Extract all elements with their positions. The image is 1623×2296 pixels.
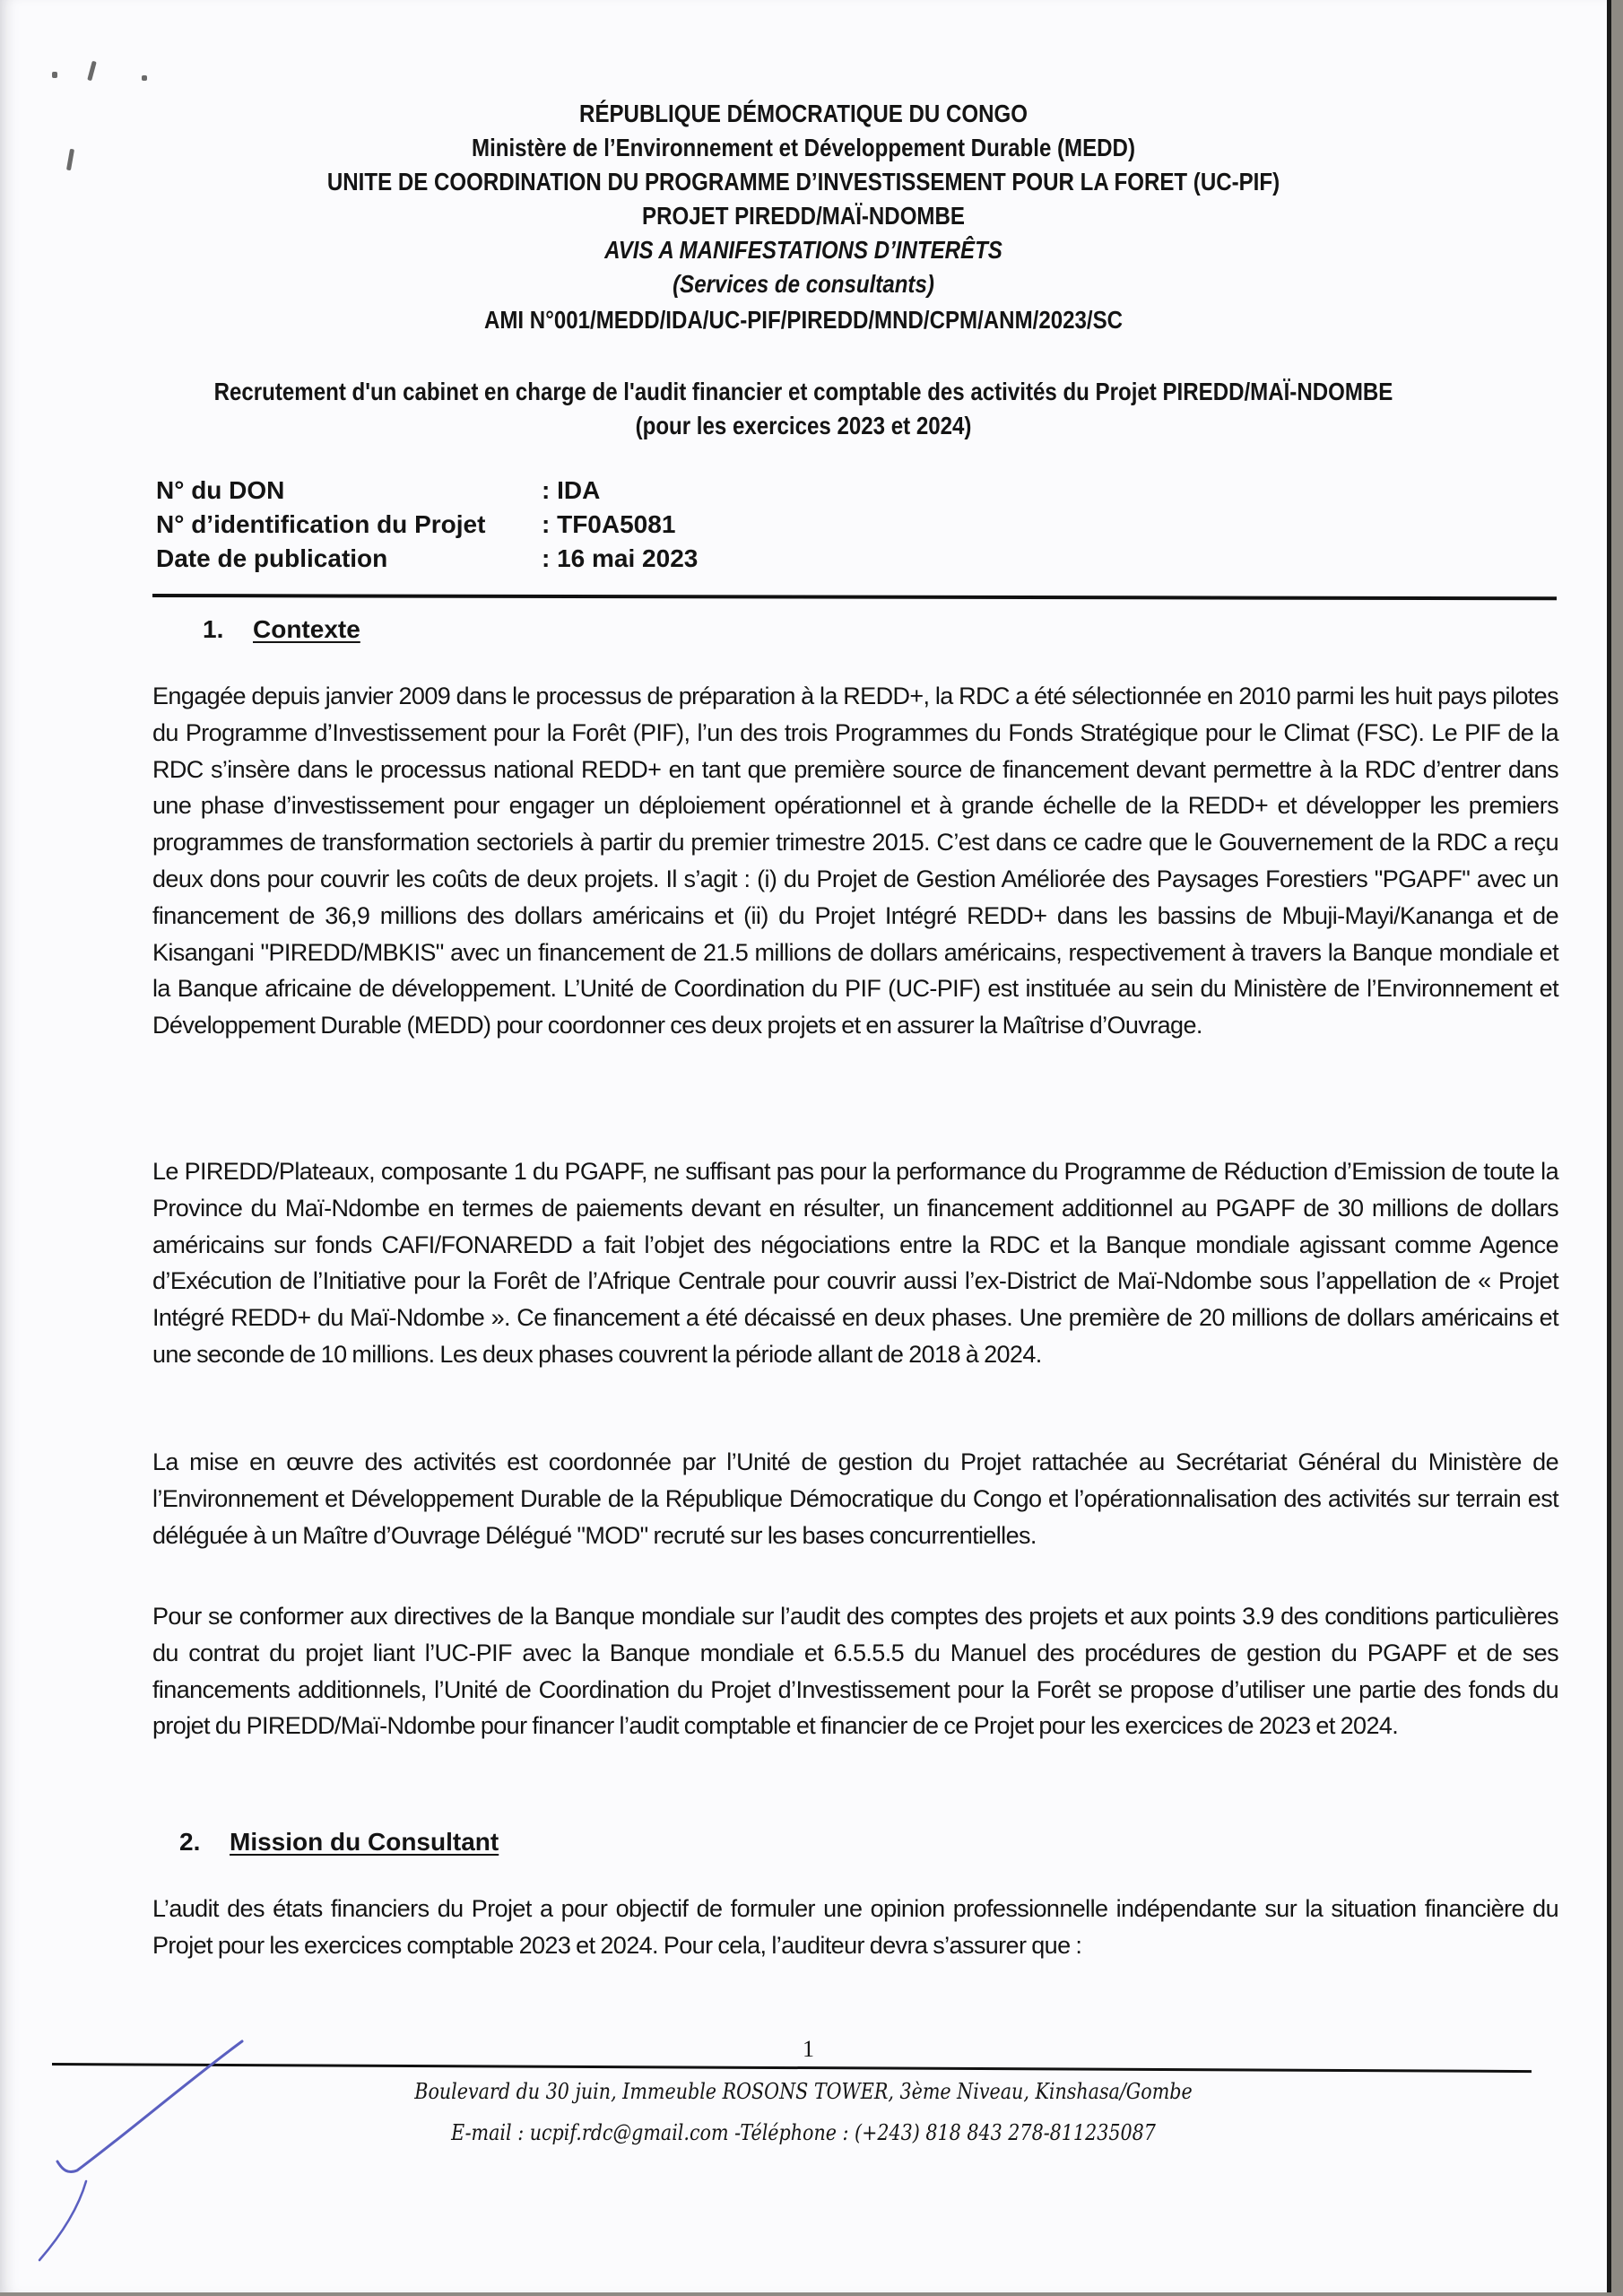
- header-project: PROJET PIREDD/MAÏ-NDOMBE: [642, 202, 965, 230]
- header-ministry: Ministère de l’Environnement et Développement Durable (MEDD): [472, 134, 1135, 161]
- header-reference: AMI N°001/MEDD/IDA/UC-PIF/PIREDD/MND/CPM/ANM/2023/SC: [483, 306, 1124, 334]
- subject-line-1: Recrutement d'un cabinet en charge de l'audit financier et comptable des activités du Projet PIREDD/MAÏ-NDOMBE: [213, 378, 1393, 405]
- header-notice-type: AVIS A MANIFESTATIONS D’INTERÊTS: [604, 236, 1002, 264]
- info-label: Date de publication: [156, 544, 388, 572]
- info-label: N° du DON: [156, 476, 285, 504]
- footer-contact: E-mail : ucpif.rdc@gmail.com -Téléphone : (+243) 818 843 278-811235087: [451, 2120, 1156, 2145]
- scan-speck: [142, 75, 147, 81]
- section-title: Contexte: [253, 615, 360, 643]
- section-title: Mission du Consultant: [230, 1828, 499, 1856]
- paragraph: Le PIREDD/Plateaux, composante 1 du PGAPF, ne suffisant pas pour la performance du Programme de Réduction d’Emission de toute la Province du Maï-Ndombe en termes de paiements devant en résulter, un financement additionnel au PGAPF de 30 millions de dollars américains sur fonds CAFI/FONAREDD a fait l’objet des négociations entre la RDC et la Banque mondiale agissant comme Agence d’Exécution de l’Initiative pour la Forêt de l’Afrique Centrale pour couvrir aussi l’ex-District de Maï-Ndombe sous l’appellation de « Projet Intégré REDD+ du Maï-Ndombe ». Ce financement a été décaissé en deux phases. Une première de 20 millions de dollars américains et une seconde de 10 millions. Les deux phases couvrent la période allant de 2018 à 2024.: [152, 1158, 1558, 1368]
- info-row-publication-date: [156, 542, 698, 576]
- footer-divider: [52, 2063, 1532, 2073]
- section-heading-mission: [179, 1826, 499, 1858]
- info-row-project-id: [156, 508, 698, 542]
- subject-line-2: (pour les exercices 2023 et 2024): [635, 412, 972, 439]
- section-number: 1.: [203, 615, 224, 643]
- header-country: RÉPUBLIQUE DÉMOCRATIQUE DU CONGO: [579, 100, 1028, 127]
- paragraph: Pour se conformer aux directives de la Banque mondiale sur l’audit des comptes des projets et aux points 3.9 des conditions particulières du contrat du projet liant l’UC-PIF avec la Banque mondiale et 6.5.5.5 du Manuel des procédures de gestion du PGAPF et de ses financements additionnels, l’Unité de Coordination du Projet d’Investissement pour la Forêt se propose d’utiliser une partie des fonds du projet du PIREDD/Maï-Ndombe pour financer l’audit comptable et financier de ce Projet pour les exercices de 2023 et 2024.: [152, 1603, 1558, 1740]
- info-value: : IDA: [542, 476, 601, 504]
- info-table: [156, 474, 698, 576]
- header-unit: UNITE DE COORDINATION DU PROGRAMME D’INVESTISSEMENT POUR LA FORET (UC-PIF): [326, 168, 1280, 196]
- info-value: : TF0A5081: [542, 510, 676, 538]
- paragraph: L’audit des états financiers du Projet a pour objectif de formuler une opinion professionnelle indépendante sur la situation financière du Projet pour les exercices comptable 2023 et 2024. Pour cela, l’auditeur devra s’assurer que :: [152, 1895, 1558, 1959]
- info-row-grant: [156, 474, 698, 508]
- section-heading-context: [203, 613, 360, 646]
- paragraph: La mise en œuvre des activités est coordonnée par l’Unité de gestion du Projet rattachée au Secrétariat Général du Ministère de l’Environnement et Développement Durable de la République Démocratique du Congo et l’opérationnalisation des activités sur terrain est déléguée à un Maître d’Ouvrage Délégué "MOD" recruté sur les bases concurrentielles.: [152, 1448, 1558, 1549]
- header-divider: [152, 594, 1557, 600]
- footer-address: Boulevard du 30 juin, Immeuble ROSONS TOWER, 3ème Niveau, Kinshasa/Gombe: [414, 2079, 1193, 2104]
- info-label: N° d’identification du Projet: [156, 510, 486, 538]
- paragraph: Engagée depuis janvier 2009 dans le processus de préparation à la REDD+, la RDC a été sélectionnée en 2010 parmi les huit pays pilotes du Programme d’Investissement pour la Forêt (PIF), l’un des trois Programmes du Fonds Stratégique pour le Climat (FSC). Le PIF de la RDC s’insère dans le processus national REDD+ en tant que première source de financement devant permettre à la RDC d’entrer dans une phase d’investissement pour engager un déploiement opérationnel et à grande échelle de la REDD+ et développer les premiers programmes de transformation sectoriels à partir du premier trimestre 2015. C’est dans ce cadre que le Gouvernement de la RDC a reçu deux dons pour couvrir les coûts de deux projets. Il s’agit : (i) du Projet de Gestion Améliorée des Paysages Forestiers "PGAPF" avec un financement de 36,9 millions des dollars américains et (ii) du Projet Intégré REDD+ dans les bassins de Mbuji-Mayi/Kananga et de Kisangani "PIREDD/MBKIS" avec un financement de 21.5 millions de dollars américains, respectivement à travers la Banque mondiale et la Banque africaine de développement. L’Unité de Coordination du PIF (UC-PIF) est instituée au sein du Ministère de l’Environnement et Développement Durable (MEDD) pour coordonner ces deux projets et en assurer la Maîtrise d’Ouvrage.: [152, 683, 1558, 1039]
- scan-speck: [52, 72, 57, 78]
- header-service-type: (Services de consultants): [673, 270, 934, 298]
- info-value: : 16 mai 2023: [542, 544, 699, 572]
- section-number: 2.: [179, 1828, 201, 1856]
- scan-speck: [66, 149, 74, 171]
- scan-speck: [87, 61, 97, 82]
- page-number: 1: [803, 2036, 814, 2062]
